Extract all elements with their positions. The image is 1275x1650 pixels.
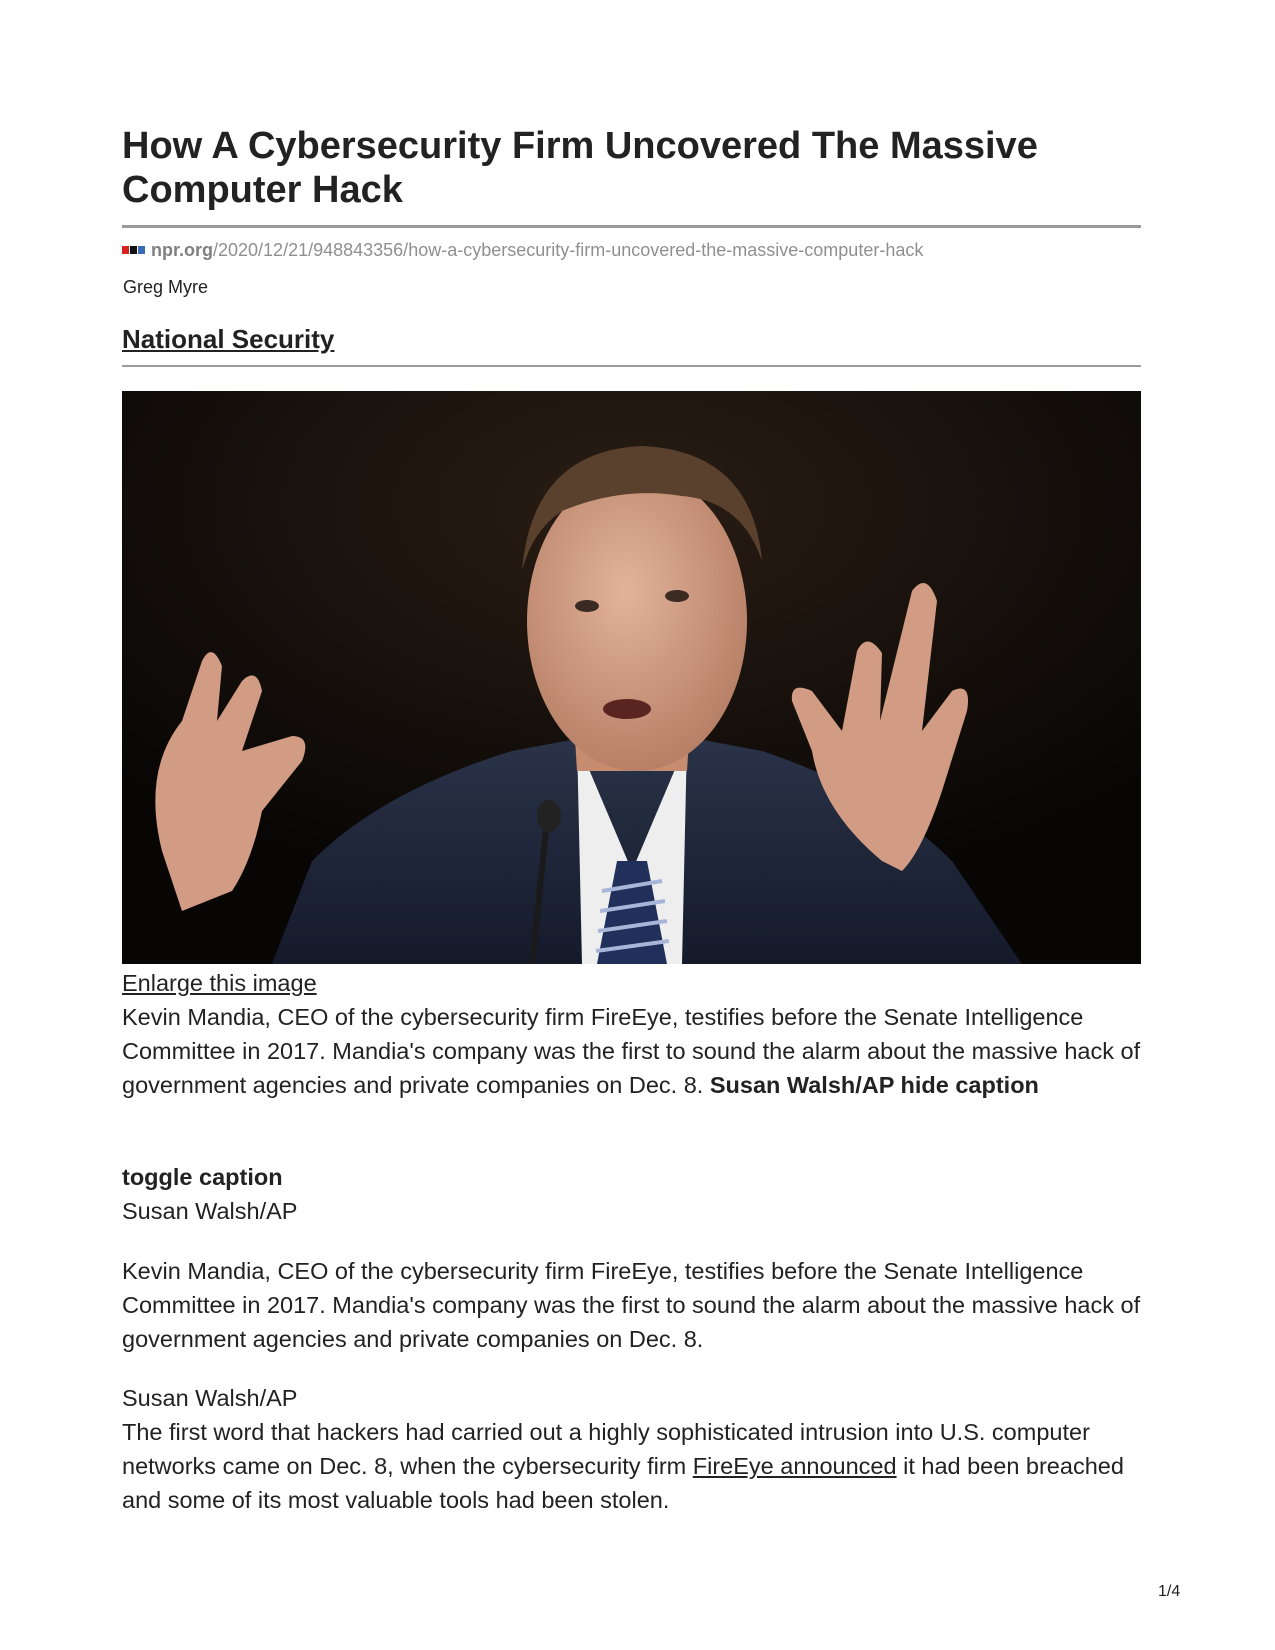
image-credit-repeat: Susan Walsh/AP <box>122 1385 298 1411</box>
source-url[interactable] <box>122 239 923 261</box>
article-photo <box>122 391 1141 964</box>
body-paragraph <box>122 1415 1141 1517</box>
article-title: How A Cybersecurity Firm Uncovered The Massive Computer Hack <box>122 125 1038 211</box>
image-credit: Susan Walsh/AP <box>122 1198 298 1224</box>
body-text-before-link: The first word that hackers had carried out a highly sophisticated intrusion into U.S. computer networks came on Dec. 8, when the cybersecurity firm <box>122 1419 1090 1479</box>
image-caption-text: Kevin Mandia, CEO of the cybersecurity firm FireEye, testifies before the Senate Intelligence Committee in 2017. Mandia's company was the first to sound the alarm about the massive hack of government agencies and private companies on Dec. 8. <box>122 1004 1141 1098</box>
caption-credit-hide: Susan Walsh/AP hide caption <box>709 1072 1039 1098</box>
page-number: 1/4 <box>1158 1583 1181 1600</box>
image-caption-repeat: Kevin Mandia, CEO of the cybersecurity firm FireEye, testifies before the Senate Intelligence Committee in 2017. Mandia's company was the first to sound the alarm about the massive hack of government agencies and private companies on Dec. 8. <box>122 1258 1141 1352</box>
toggle-caption-button[interactable]: toggle caption <box>122 1164 283 1190</box>
enlarge-image-link[interactable]: Enlarge this image <box>122 970 317 996</box>
source-path: /2020/12/21/948843356/how-a-cybersecurity-firm-uncovered-the-massive-computer-hack <box>213 239 924 260</box>
section-divider <box>122 365 1141 367</box>
body-text-after-link: it had been breached and some of its most valuable tools had been stolen. <box>122 1453 1124 1513</box>
source-domain: npr.org <box>151 239 213 260</box>
fireeye-announced-link[interactable]: FireEye announced <box>692 1453 897 1479</box>
npr-logo-icon <box>122 246 145 254</box>
author-name: Greg Myre <box>123 277 209 297</box>
title-divider <box>122 225 1141 228</box>
section-link[interactable]: National Security <box>122 324 335 354</box>
image-caption <box>122 1000 1141 1102</box>
